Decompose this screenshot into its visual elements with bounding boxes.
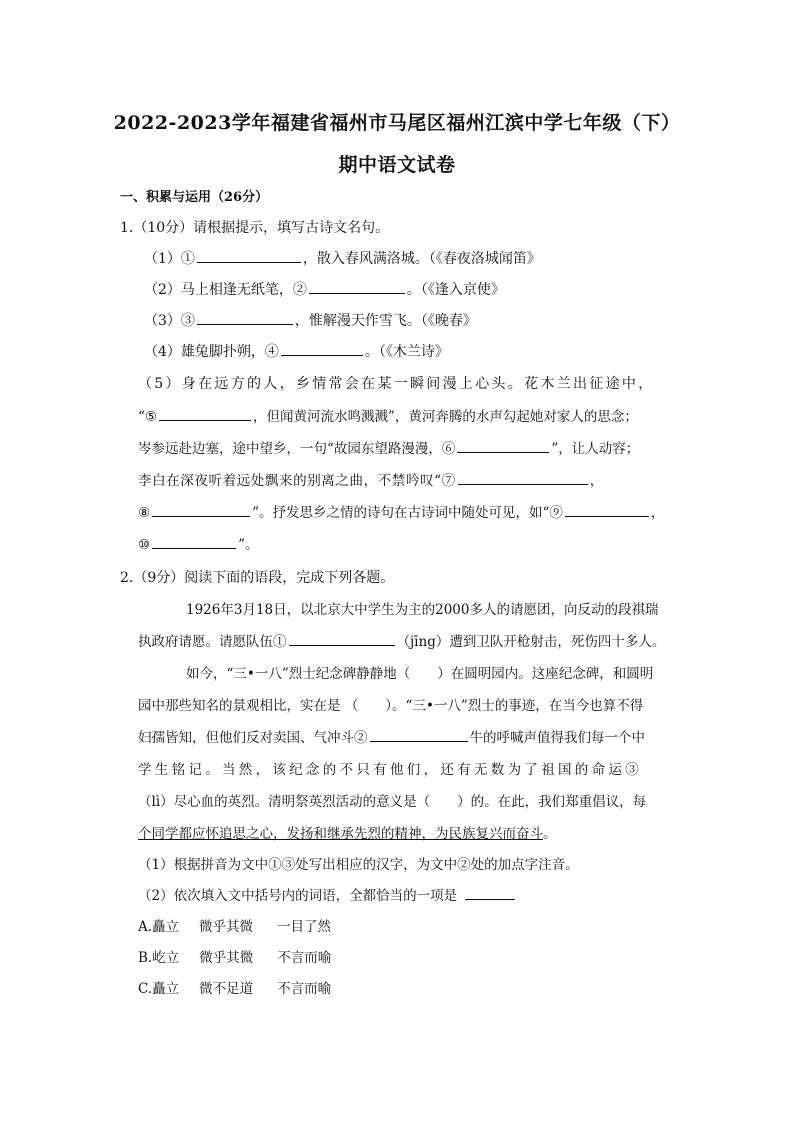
option-c-word-2: 微不足道 <box>199 981 254 997</box>
answer-blank-7[interactable] <box>458 470 588 485</box>
answer-blank-1[interactable] <box>197 248 301 263</box>
q1-item-5-line-2-text: ，但闻黄河流水鸣溅溅”，黄河奔腾的水声勾起她对家人的思念； <box>253 409 638 425</box>
q1-item-5-line-4-text: 李白在深夜听着远处飘来的别离之曲，不禁吟叹“⑦ <box>138 473 456 489</box>
q1-item-5-line-5-prefix: ⑧ <box>138 505 151 521</box>
option-a-word-2: 微乎其微 <box>199 919 254 935</box>
passage-p2-line-6 <box>138 822 557 842</box>
option-b-label: B. <box>138 950 153 966</box>
passage-p2-line-1: 如今，“三•一八”烈士纪念碑静静地（ ）在圆明园内。这座纪念碑，和圆明 <box>186 666 654 682</box>
answer-blank-4[interactable] <box>281 341 363 356</box>
q1-item-1-prefix: （1）① <box>144 251 195 267</box>
option-a-word-3: 一目了然 <box>277 919 332 935</box>
passage-p2-line-4: 学生铭记。当然，该纪念的不只有他们，还有无数为了祖国的命运③ <box>138 762 642 778</box>
q1-item-5-line-5 <box>138 501 664 521</box>
passage-p1-line-2 <box>138 630 665 650</box>
answer-blank-choice[interactable] <box>465 885 515 900</box>
q1-item-4-suffix: 。（《木兰诗》 <box>364 344 449 360</box>
q1-item-2-prefix: （2）马上相逢无纸笔，② <box>144 282 307 298</box>
q1-item-3 <box>144 310 477 330</box>
q1-item-3-prefix: （3）③ <box>144 313 195 329</box>
passage-p1-line-1: 1926年3月18日，以北京大中学生为主的2000多人的请愿团，向反动的段祺瑞 <box>186 602 659 618</box>
passage-p2-line-2: 园中那些知名的景观相比，实在是 （ ）。“三•一八”烈士的事迹，在当今也算不得 <box>138 698 644 714</box>
answer-blank-6[interactable] <box>457 438 549 453</box>
q1-item-5-line-6-suffix: ”。 <box>238 537 259 553</box>
answer-blank-5[interactable] <box>159 406 251 421</box>
passage-p2-line-6-end: 。 <box>543 826 557 842</box>
q2-sub-1: （1）根据拼音为文中①③处写出相应的汉字，为文中②处的加点字注音。 <box>138 857 579 873</box>
section-heading: 一、积累与运用（26分） <box>120 190 269 205</box>
passage-blank-1[interactable] <box>289 631 395 646</box>
passage-blank-2[interactable] <box>370 727 468 742</box>
answer-blank-8[interactable] <box>152 502 250 517</box>
q1-item-5-line-6-prefix: ⑩ <box>138 537 151 553</box>
option-b-word-3: 不言而喻 <box>277 950 332 966</box>
q1-item-1 <box>144 248 541 268</box>
answer-blank-3[interactable] <box>197 310 293 325</box>
passage-p2-line-3-suffix: 牛的呼喊声值得我们每一个中 <box>469 730 645 746</box>
passage-p2-line-3-text: 妇孺皆知，但他们反对卖国、气冲斗② <box>138 730 368 746</box>
q1-item-5-line-4-suffix: ， <box>589 473 604 489</box>
q1-item-5-line-1: （5）身在远方的人，乡情常会在某一瞬间漫上心头。花木兰出征途中， <box>138 376 655 392</box>
q1-item-1-suffix: ，散入春风满洛城。（《春夜洛城闻笛》 <box>302 251 541 267</box>
q1-item-5-line-3 <box>138 437 639 457</box>
exam-title-line1: 2022-2023学年福建省福州市马尾区福州江滨中学七年级（下） <box>113 112 681 134</box>
passage-p2-line-5: （lì）尽心血的英烈。清明祭英烈活动的意义是（ ）的。在此，我们郑重倡议，每 <box>138 794 647 810</box>
passage-p1-line-2-text: 执政府请愿。请愿队伍① <box>138 634 287 650</box>
q1-item-4 <box>144 341 449 361</box>
q1-item-5-line-2-prefix: “⑤ <box>138 409 158 425</box>
q1-item-5-line-3-suffix: ”，让人动容； <box>551 441 640 457</box>
q1-item-5-line-5-suffix: ， <box>650 505 665 521</box>
option-a-word-1: 矗立 <box>152 919 180 935</box>
q1-item-5-line-6 <box>138 533 259 553</box>
q1-item-3-suffix: ，惟解漫天作雪飞。（《晚春》 <box>294 313 477 329</box>
passage-p2-line-3 <box>138 726 645 746</box>
question-1-stem: 1.（10分）请根据提示，填写古诗文名句。 <box>120 220 390 236</box>
option-a[interactable] <box>138 915 331 935</box>
q1-item-5-line-4 <box>138 469 604 489</box>
answer-blank-10[interactable] <box>152 534 236 549</box>
q1-item-5-line-3-text: 岑参远赴边塞，途中望乡，一句“故园东望路漫漫，⑥ <box>138 441 456 457</box>
option-b-word-1: 屹立 <box>152 950 180 966</box>
q2-sub-2-text: （2）依次填入文中括号内的词语，全都恰当的一项是 <box>138 888 458 904</box>
option-a-label: A. <box>138 919 153 935</box>
q1-item-4-prefix: （4）雄兔脚扑朔，④ <box>144 344 279 360</box>
option-c-label: C. <box>138 981 153 997</box>
option-c-word-1: 矗立 <box>152 981 180 997</box>
q2-sub-2 <box>138 884 517 904</box>
exam-title-line2: 期中语文试卷 <box>338 154 456 176</box>
option-b-word-2: 微乎其微 <box>199 950 254 966</box>
answer-blank-2[interactable] <box>309 279 405 294</box>
q1-item-2 <box>144 279 505 299</box>
underlined-sentence: 个同学都应怀追思之心，发扬和继承先烈的精神，为民族复兴而奋斗 <box>138 826 543 842</box>
passage-p1-line-2-suffix: （jīng）遭到卫队开枪射击，死伤四十多人。 <box>396 634 666 650</box>
option-b[interactable] <box>138 946 331 966</box>
question-2-stem: 2.（9分）阅读下面的语段，完成下列各题。 <box>120 570 395 586</box>
q1-item-2-suffix: 。（《逢入京使》 <box>406 282 505 298</box>
q1-item-5-line-5-text: ”。抒发思乡之情的诗句在古诗词中随处可见，如“⑨ <box>252 505 563 521</box>
option-c[interactable] <box>138 977 331 997</box>
q1-item-5-line-2 <box>138 405 638 425</box>
option-c-word-3: 不言而喻 <box>277 981 332 997</box>
answer-blank-9[interactable] <box>565 502 649 517</box>
